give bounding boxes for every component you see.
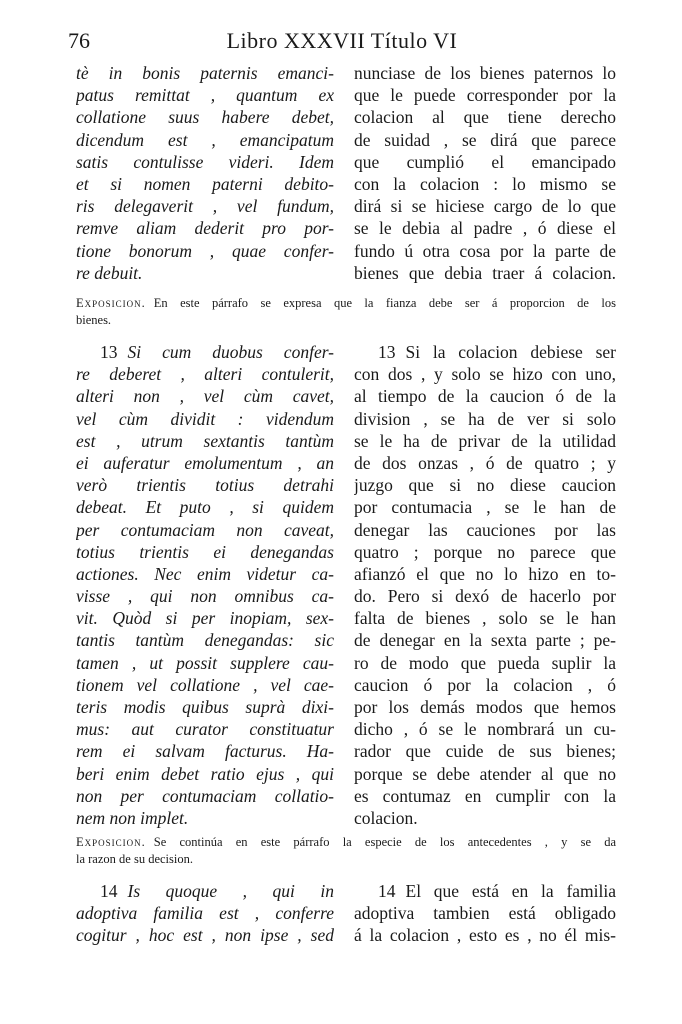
exposition-text: En este párrafo se expresa que la fianza debe ser á proporcion de los [153, 296, 616, 310]
latin-line: ei auferatur emolumentum , an [76, 452, 334, 473]
spanish-line: con la colacion : lo mismo se [354, 173, 616, 194]
spanish-line: á la colacion , esto es , no él mis- [354, 925, 616, 946]
latin-line: per contumaciam non caveat, [76, 519, 334, 540]
latin-line: ris delegaverit , vel fundum, [76, 196, 334, 217]
exposition-label: Exposicion. [76, 835, 146, 849]
latin-line: tione bonorum , quae confer- [76, 240, 334, 261]
spanish-line: juzgo que si no diese caucion [354, 475, 616, 496]
latin-line: dicendum est , emancipatum [76, 129, 334, 150]
latin-line: rem ei salvam facturus. Ha- [76, 741, 334, 762]
spanish-line: colacion. [354, 807, 418, 828]
latin-column-3 [76, 880, 334, 947]
running-title: Libro XXXVII Título VI [226, 28, 458, 53]
latin-line: collatione suus habere debet, [76, 107, 334, 128]
paragraph-number: 13 [378, 342, 396, 362]
spanish-line: se le ha de privar de la utilidad [354, 430, 616, 451]
spanish-line: al tiempo de la caucion ó de la [354, 386, 616, 407]
page-number: 76 [68, 28, 90, 53]
spanish-line: bienes que debia traer á colacion. [354, 262, 616, 283]
spanish-line: fundo ú otra cosa por la parte de [354, 240, 616, 261]
spanish-line: denegar las cauciones por las [354, 519, 616, 540]
spanish-line: division , se ha de ver si solo [354, 408, 616, 429]
latin-column-2 [76, 341, 334, 829]
latin-line: re debuit. [76, 262, 143, 283]
latin-line: tè in bonis paternis emanci- [76, 63, 334, 83]
spanish-line: quatro ; porque no parece que [354, 541, 616, 562]
latin-line: totius trientis ei denegandas [76, 541, 334, 562]
exposition-text: bienes. [76, 313, 112, 327]
spanish-line: adoptiva tambien está obligado [354, 903, 616, 924]
latin-line: vit. Quòd si per inopiam, sex- [76, 608, 334, 629]
latin-line: actiones. Nec enim videtur ca- [76, 563, 334, 584]
spanish-column-2 [354, 341, 616, 829]
latin-line: remve aliam dederit pro por- [76, 218, 334, 239]
page-header [68, 28, 616, 58]
latin-line: re deberet , alteri contulerit, [76, 364, 334, 385]
spanish-line: se le debia al padre , ó diese el [354, 218, 616, 239]
spanish-line: es contumaz en cumplir con la [354, 785, 616, 806]
latin-line: non per contumaciam collatio- [76, 785, 334, 806]
spanish-line: por contumacia , se le han de [354, 497, 616, 518]
latin-column-1 [76, 62, 334, 284]
exposition-label: Exposicion. [76, 296, 146, 310]
latin-line: et si nomen paterni debito- [76, 173, 334, 194]
spanish-line: por los demás modos que hemos [354, 697, 616, 717]
spanish-line: do. Pero si dexó de hacerlo por [354, 586, 616, 607]
latin-line: tantis tantùm denegandas: sic [76, 630, 334, 651]
paragraph-number: 13 [100, 342, 118, 362]
latin-line: adoptiva familia est , conferre [76, 903, 334, 924]
spanish-line: con dos , y solo se hizo con uno, [354, 364, 616, 385]
latin-line: verò trientis totius detrahi [76, 475, 334, 496]
paragraph-number: 14 [378, 881, 396, 901]
spanish-line: El que está en la familia [405, 881, 616, 901]
spanish-line: de suidad , se dirá que parece [354, 129, 616, 150]
exposition-text: Se continúa en este párrafo la especie de los antecedentes , y se da [153, 835, 616, 849]
latin-line: visse , qui non omnibus ca- [76, 586, 334, 607]
spanish-line: Si la colacion debiese ser [405, 342, 616, 362]
spanish-line: afianzó el que no lo hizo en to- [354, 563, 616, 584]
exposition-note-2 [76, 834, 616, 868]
spanish-column-3 [354, 880, 616, 947]
latin-line: vel cùm dividit : videndum [76, 408, 334, 429]
latin-line: cogitur , hoc est , non ipse , sed [76, 925, 334, 946]
spanish-line: rador que cuide de sus bienes; [354, 741, 616, 762]
latin-line: nem non implet. [76, 807, 189, 828]
spanish-line: dirá si se hiciese cargo de lo que [354, 196, 616, 217]
latin-line: mus: aut curator constituatur [76, 719, 334, 740]
spanish-line: ro de modo que pueda suplir la [354, 652, 616, 673]
spanish-line: que le puede corresponder por la [354, 85, 616, 106]
latin-line: satis contulisse videri. Idem [76, 151, 334, 172]
latin-line: teris modis quibus suprà dixi- [76, 697, 334, 717]
spanish-line: caucion ó por la colacion , ó [354, 674, 616, 695]
spanish-line: de dos onzas , ó de quatro ; y [354, 452, 616, 473]
latin-line: beri enim debet ratio ejus , qui [76, 763, 334, 784]
paragraph-number: 14 [100, 881, 118, 901]
spanish-line: que cumplió el emancipado [354, 151, 616, 172]
latin-line: tionem vel collatione , vel cae- [76, 674, 334, 695]
exposition-note-1 [76, 295, 616, 329]
spanish-line: falta de bienes , solo se le han [354, 608, 616, 629]
spanish-line: de denegar en la sexta parte ; pe- [354, 630, 616, 651]
latin-line: tamen , ut possit supplere cau- [76, 652, 334, 673]
latin-line: est , utrum sextantis tantùm [76, 430, 334, 451]
spanish-line: colacion al que tiene derecho [354, 107, 616, 128]
spanish-line: dicho , ó se le nombrará un cu- [354, 719, 616, 740]
latin-line: Is quoque , qui in [127, 881, 334, 901]
exposition-text: la razon de su decision. [76, 852, 193, 866]
spanish-column-1 [354, 62, 616, 284]
latin-line: patus remittat , quantum ex [76, 85, 334, 106]
latin-line: alteri non , vel cùm cavet, [76, 386, 334, 407]
latin-line: Si cum duobus confer- [127, 342, 334, 362]
latin-line: debeat. Et puto , si quidem [76, 497, 334, 518]
spanish-line: porque se debe atender al que no [354, 763, 616, 784]
spanish-line: nunciase de los bienes paternos lo [354, 63, 616, 83]
